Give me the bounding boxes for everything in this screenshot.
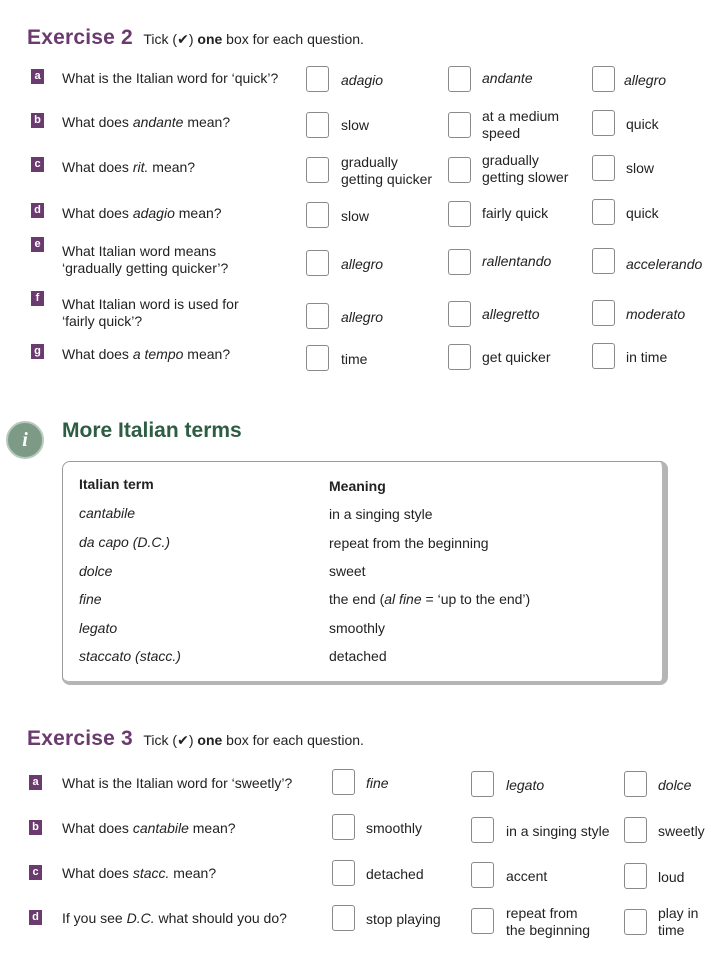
answer-option: allegro	[624, 72, 667, 88]
exercise-2-instruction: Tick (✔) one box for each question.	[143, 31, 364, 47]
answer-option: detached	[366, 866, 424, 882]
answer-checkbox[interactable]	[592, 110, 615, 136]
answer-checkbox[interactable]	[306, 112, 329, 138]
question-text: What does andante mean?	[62, 114, 231, 130]
answer-checkbox[interactable]	[332, 769, 355, 795]
answer-checkbox[interactable]	[448, 249, 471, 275]
exercise-2-title: Exercise 2	[27, 26, 133, 49]
tick-icon: ✔	[177, 732, 189, 748]
answer-option: dolce	[658, 777, 692, 793]
answer-option: play in time	[658, 905, 699, 938]
question-text: What does stacc. mean?	[62, 865, 217, 881]
answer-checkbox[interactable]	[332, 860, 355, 886]
question-letter-a: a	[31, 69, 44, 84]
question-text: What does adagio mean?	[62, 205, 222, 221]
meaning-cell: repeat from the beginning	[329, 535, 489, 551]
answer-option: andante	[482, 70, 533, 86]
question-text: What does a tempo mean?	[62, 346, 231, 362]
answer-checkbox[interactable]	[592, 199, 615, 225]
answer-option: in time	[626, 349, 668, 365]
answer-option: allegro	[341, 256, 384, 272]
answer-option: moderato	[626, 306, 686, 322]
answer-option: in a singing style	[506, 823, 610, 839]
answer-checkbox[interactable]	[306, 157, 329, 183]
question-letter-c: c	[29, 865, 42, 880]
meaning-cell: smoothly	[329, 620, 386, 636]
answer-checkbox[interactable]	[471, 771, 494, 797]
question-letter-d: d	[29, 910, 42, 925]
answer-option: fairly quick	[482, 205, 549, 221]
answer-checkbox[interactable]	[448, 66, 471, 92]
question-letter-g: g	[31, 344, 44, 359]
meaning-cell: the end (al fine = ‘up to the end’)	[329, 591, 531, 607]
answer-option: stop playing	[366, 911, 441, 927]
question-letter-e: e	[31, 237, 44, 252]
term-cell: da capo (D.C.)	[79, 534, 171, 550]
column-header-term: Italian term	[79, 476, 154, 492]
question-text: What Italian word is used for ‘fairly quick’?	[62, 296, 239, 329]
answer-checkbox[interactable]	[592, 343, 615, 369]
answer-checkbox[interactable]	[306, 250, 329, 276]
answer-option: accent	[506, 868, 548, 884]
term-cell: cantabile	[79, 505, 136, 521]
column-header-meaning: Meaning	[329, 478, 386, 494]
question-text: If you see D.C. what should you do?	[62, 910, 287, 926]
answer-checkbox[interactable]	[624, 771, 647, 797]
answer-checkbox[interactable]	[306, 66, 329, 92]
question-letter-b: b	[29, 820, 42, 835]
question-letter-c: c	[31, 157, 44, 172]
answer-option: slow	[341, 117, 370, 133]
answer-checkbox[interactable]	[471, 908, 494, 934]
term-cell: fine	[79, 591, 102, 607]
answer-checkbox[interactable]	[624, 817, 647, 843]
answer-checkbox[interactable]	[448, 112, 471, 138]
answer-checkbox[interactable]	[592, 248, 615, 274]
exercise-3-instruction: Tick (✔) one box for each question.	[143, 732, 364, 748]
answer-checkbox[interactable]	[306, 345, 329, 371]
answer-option: at a medium speed	[482, 108, 560, 141]
answer-option: adagio	[341, 72, 384, 88]
answer-checkbox[interactable]	[471, 817, 494, 843]
meaning-cell: in a singing style	[329, 506, 433, 522]
meaning-cell: detached	[329, 648, 387, 664]
question-text: What Italian word means ‘gradually getting quicker’?	[62, 243, 229, 276]
question-text: What does cantabile mean?	[62, 820, 236, 836]
answer-option: allegretto	[482, 306, 540, 322]
exercise-3-title: Exercise 3	[27, 727, 133, 750]
answer-checkbox[interactable]	[471, 862, 494, 888]
answer-checkbox[interactable]	[332, 814, 355, 840]
answer-option: slow	[626, 160, 655, 176]
answer-option: smoothly	[366, 820, 423, 836]
question-text: What is the Italian word for ‘quick’?	[62, 70, 279, 86]
answer-option: get quicker	[482, 349, 551, 365]
answer-option: slow	[341, 208, 370, 224]
answer-option: sweetly	[658, 823, 705, 839]
answer-checkbox[interactable]	[332, 905, 355, 931]
question-letter-b: b	[31, 113, 44, 128]
answer-option: legato	[506, 777, 545, 793]
answer-checkbox[interactable]	[624, 863, 647, 889]
question-letter-a: a	[29, 775, 42, 790]
answer-option: loud	[658, 869, 685, 885]
question-letter-f: f	[31, 291, 44, 306]
answer-option: quick	[626, 205, 659, 221]
answer-checkbox[interactable]	[624, 909, 647, 935]
answer-option: repeat from the beginning	[506, 905, 591, 938]
term-cell: staccato (stacc.)	[79, 648, 181, 664]
answer-option: gradually getting quicker	[341, 154, 433, 187]
answer-checkbox[interactable]	[306, 202, 329, 228]
exercise-2-heading	[27, 26, 364, 50]
answer-checkbox[interactable]	[448, 301, 471, 327]
exercise-3-heading	[27, 727, 364, 751]
answer-option: allegro	[341, 309, 384, 325]
info-icon: i	[6, 421, 44, 459]
meaning-cell: sweet	[329, 563, 366, 579]
answer-checkbox[interactable]	[448, 201, 471, 227]
term-cell: dolce	[79, 563, 113, 579]
section-title: More Italian terms	[62, 419, 242, 442]
question-letter-d: d	[31, 203, 44, 218]
answer-checkbox[interactable]	[448, 344, 471, 370]
tick-icon: ✔	[177, 31, 189, 47]
answer-option: quick	[626, 116, 659, 132]
answer-option: accelerando	[626, 256, 703, 272]
answer-checkbox[interactable]	[592, 66, 615, 92]
answer-option: fine	[366, 775, 389, 791]
answer-option: gradually getting slower	[482, 152, 569, 185]
answer-checkbox[interactable]	[592, 300, 615, 326]
answer-option: time	[341, 351, 368, 367]
answer-checkbox[interactable]	[306, 303, 329, 329]
answer-checkbox[interactable]	[592, 155, 615, 181]
answer-option: rallentando	[482, 253, 552, 269]
answer-checkbox[interactable]	[448, 157, 471, 183]
term-cell: legato	[79, 620, 118, 636]
question-text: What does rit. mean?	[62, 159, 196, 175]
question-text: What is the Italian word for ‘sweetly’?	[62, 775, 293, 791]
